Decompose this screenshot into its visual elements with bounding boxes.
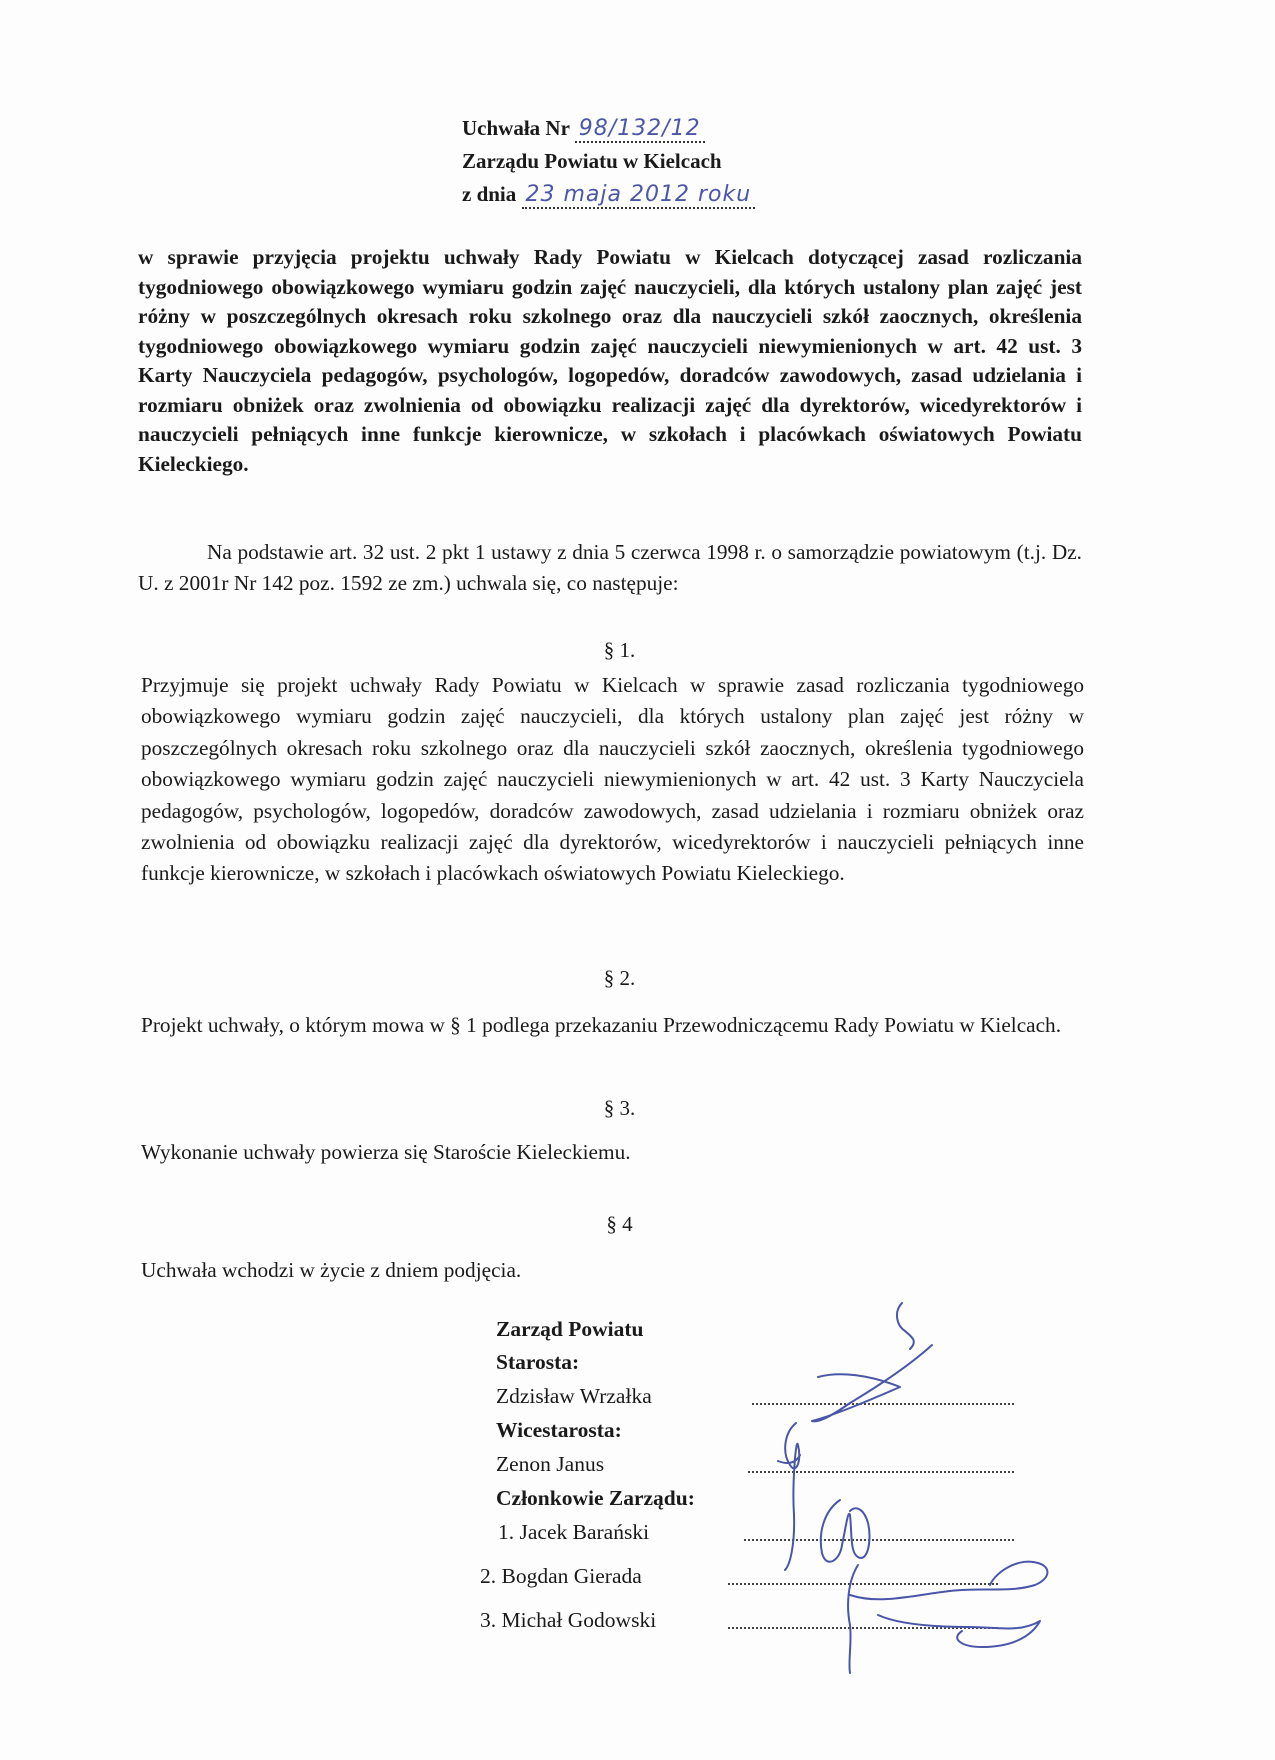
vice-starosta-name: Zenon Janus (496, 1452, 605, 1476)
member-1-signature (821, 1500, 870, 1562)
date-handwritten: 23 maja 2012 roku (522, 182, 756, 209)
vice-starosta-label: Wicestarosta: (496, 1418, 622, 1442)
member-3-name: 3. Michał Godowski (480, 1608, 657, 1632)
resolution-header (462, 112, 755, 211)
section-1-text: Przyjmuje się projekt uchwały Rady Powiatu w Kielcach w sprawie zasad rozliczania tygodniowego obowiązkowego wymiaru godzin zajęć nauczycieli, dla których ustalony plan zajęć jest różny w poszczególnych okresach roku szkolnego oraz dla nauczycieli szkół zaocznych, określenia tygodniowego obowiązkowego wymiaru godzin zajęć nauczycieli niewymienionych w art. 42 ust. 3 Karty Nauczyciela pedagogów, psychologów, logopedów, doradców zawodowych, zasad udzielania i rozmiaru obniżek oraz zwolnienia od obowiązku realizacji zajęć dla dyrektorów, wicedyrektorów i nauczycieli pełniących inne funkcje kierownicze, w szkołach i placówkach oświatowych Powiatu Kieleckiego. (141, 673, 1084, 886)
members-label: Członkowie Zarządu: (496, 1486, 695, 1510)
section-1-title: § 1. (603, 638, 636, 662)
starosta-signature (812, 1303, 932, 1421)
section-2-title: § 2. (603, 966, 636, 990)
issuer: Zarządu Powiatu w Kielcach (462, 149, 722, 173)
handwritten-signatures (700, 1295, 1080, 1685)
starosta-label: Starosta: (496, 1350, 580, 1374)
resolution-subject: w sprawie przyjęcia projektu uchwały Rady Powiatu w Kielcach dotyczącej zasad rozliczania tygodniowego obowiązkowego wymiaru godzin zajęć nauczycieli, dla których ustalony plan zajęć jest różny w poszczególnych okresach roku szkolnego oraz dla nauczycieli szkół zaocznych, określenia tygodniowego obowiązkowego wymiaru godzin zajęć nauczycieli niewymienionych w art. 42 ust. 3 Karty Nauczyciela pedagogów, psychologów, logopedów, doradców zawodowych, zasad udzielania i rozmiaru obniżek oraz zwolnienia od obowiązku realizacji zajęć dla dyrektorów, wicedyrektorów i nauczycieli pełniących inne funkcje kierownicze, w szkołach i placówkach oświatowych Powiatu Kieleckiego. (138, 245, 1082, 476)
section-4-title: § 4 (606, 1212, 633, 1236)
section-2-text: Projekt uchwały, o którym mowa w § 1 podlega przekazaniu Przewodniczącemu Rady Powiatu w Kielcach. (141, 1013, 1062, 1037)
resolution-number-handwritten: 98/132/12 (575, 116, 705, 143)
starosta-name: Zdzisław Wrzałka (496, 1384, 652, 1408)
board-heading: Zarząd Powiatu (496, 1317, 644, 1341)
section-3-text: Wykonanie uchwały powierza się Staroście Kieleckiemu. (141, 1140, 631, 1164)
member-2-signature (848, 1562, 1047, 1673)
section-4-text: Uchwała wchodzi w życie z dniem podjęcia. (141, 1258, 522, 1282)
resolution-number-line (462, 112, 755, 145)
legal-basis: Na podstawie art. 32 ust. 2 pkt 1 ustawy z dnia 5 czerwca 1998 r. o samorządzie powiatowym (t.j. Dz. U. z 2001r Nr 142 poz. 1592 ze zm.) uchwala się, co następuje: (138, 540, 1082, 595)
date-line (462, 178, 755, 211)
resolution-label: Uchwała Nr (462, 116, 570, 140)
date-label: z dnia (462, 182, 517, 206)
vice-starosta-signature (778, 1423, 800, 1570)
member-3-signature (878, 1615, 1040, 1647)
member-1-name: 1. Jacek Barański (498, 1520, 650, 1544)
section-3-title: § 3. (603, 1096, 636, 1120)
member-2-name: 2. Bogdan Gierada (480, 1564, 642, 1588)
